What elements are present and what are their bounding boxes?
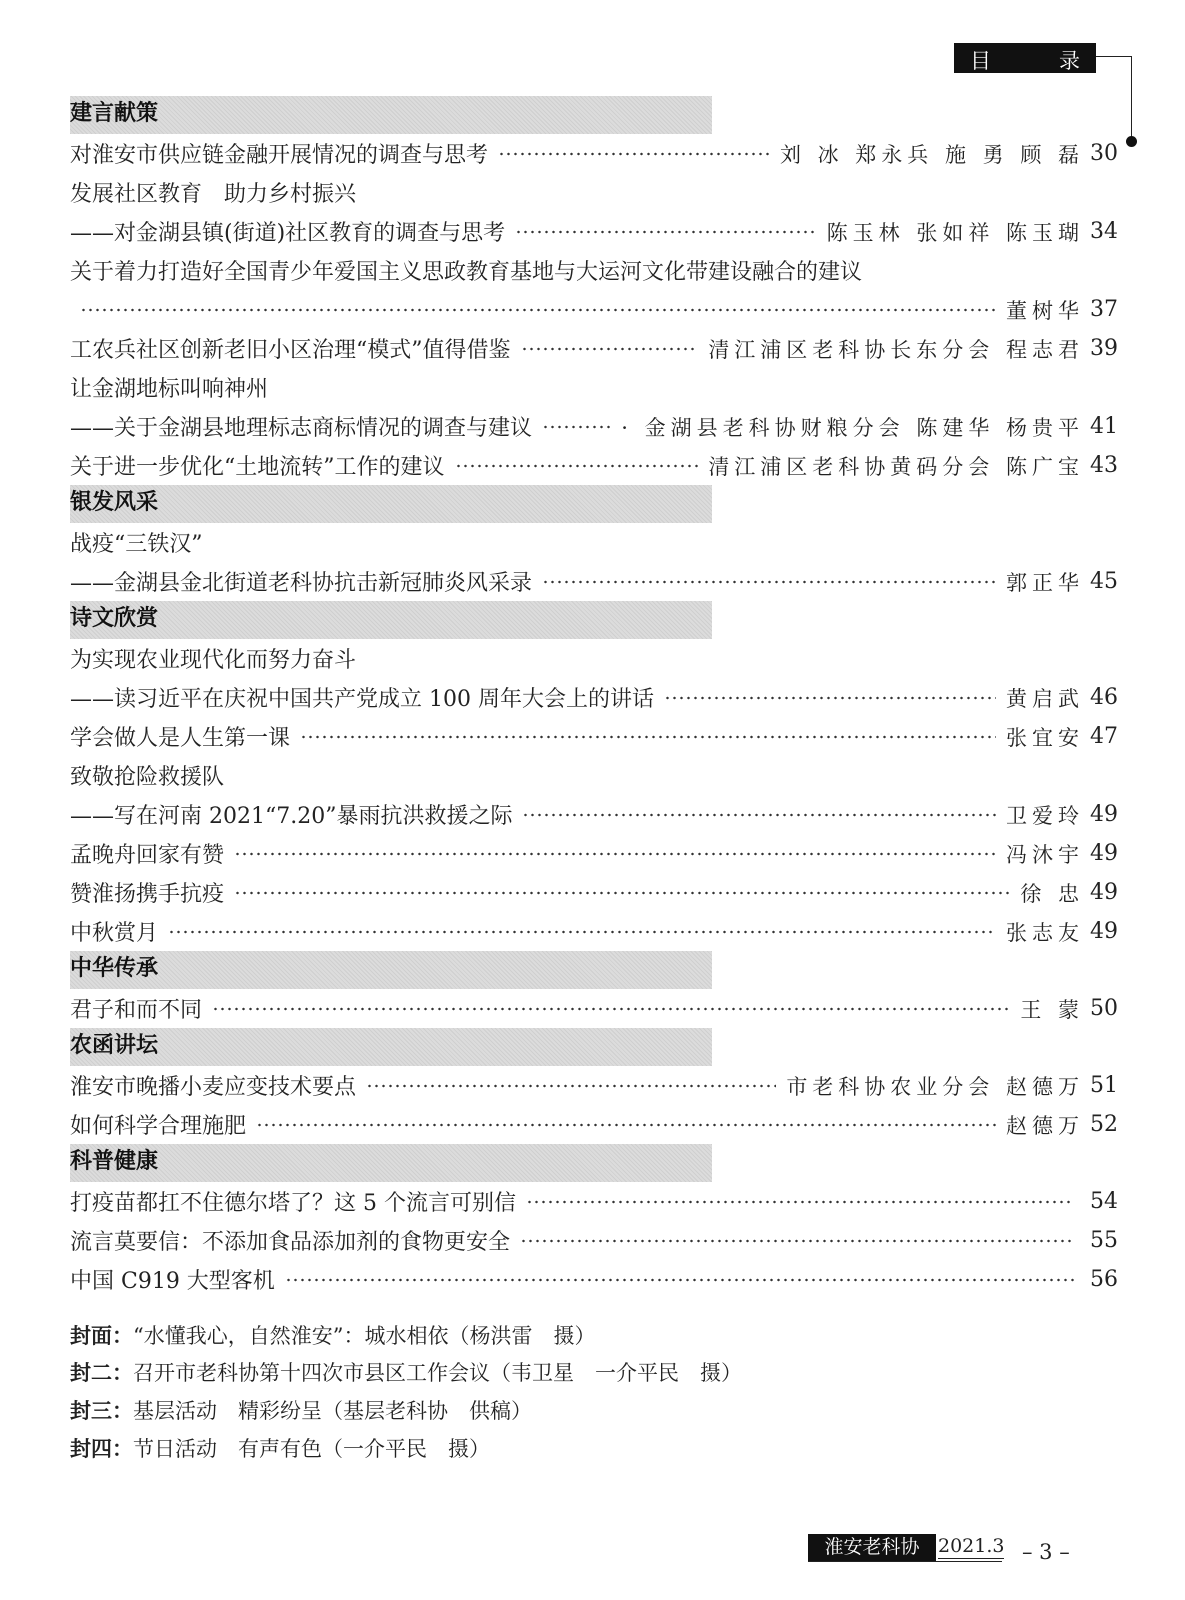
entry-title: ——读习近平在庆祝中国共产党成立 100 周年大会上的讲话: [70, 687, 654, 712]
entry-title: 致敬抢险救援队: [70, 765, 225, 790]
dot-leader: [256, 1123, 996, 1127]
toc-entry[interactable]: [70, 523, 1118, 562]
entry-title: 孟晚舟回家有赞: [70, 843, 225, 868]
entry-author: 董树华: [1006, 298, 1084, 323]
dot-leader: [498, 152, 770, 156]
entry-author: 刘 冰 郑永兵 施 勇 顾 磊: [779, 142, 1084, 167]
entry-page: 39: [1090, 336, 1118, 361]
cover-text: 基层活动 精彩纷呈（基层老科协 供稿）: [133, 1399, 532, 1423]
dot-leader: [664, 696, 996, 700]
entry-title: 工农兵社区创新老旧小区治理“模式”值得借鉴: [70, 338, 511, 363]
dot-leader: [212, 1007, 1010, 1011]
entry-title: 学会做人是人生第一课: [70, 726, 291, 751]
entry-page: 49: [1090, 802, 1118, 827]
section-heading: 银发风采: [70, 485, 712, 523]
entry-page: 37: [1090, 297, 1118, 322]
cover-label: 封四：: [70, 1437, 133, 1461]
entry-page: 50: [1090, 996, 1118, 1021]
cover-label: 封二：: [70, 1361, 133, 1385]
toc-entry[interactable]: [70, 873, 1118, 912]
entry-author: 陈玉林 张如祥 陈玉瑚: [826, 220, 1084, 245]
section-heading: 诗文欣赏: [70, 601, 712, 639]
section-heading: 农函讲坛: [70, 1028, 712, 1066]
cover-label: 封三：: [70, 1399, 133, 1423]
toc-entry[interactable]: [70, 756, 1118, 795]
toc-entry[interactable]: [70, 134, 1118, 173]
toc-entry[interactable]: [70, 1182, 1118, 1221]
entry-page: 55: [1090, 1228, 1118, 1253]
entry-author: · 金湖县老科协财粮分会 陈建华 杨贵平: [621, 415, 1084, 440]
entry-author: 张志友: [1006, 920, 1084, 945]
toc-entry[interactable]: [70, 562, 1118, 601]
toc-entry[interactable]: [70, 717, 1118, 756]
cover-note-second: [70, 1357, 970, 1387]
dot-leader: [515, 230, 816, 234]
cover-text: 节日活动 有声有色（一介平民 摄）: [133, 1437, 490, 1461]
entry-title: ——对金湖县镇(街道)社区教育的调查与思考: [70, 221, 506, 246]
dot-leader: [520, 1239, 1074, 1243]
toc-header-char-2: 录: [1059, 49, 1080, 73]
entry-author: 赵德万: [1006, 1113, 1084, 1138]
entry-title: 淮安市晚播小麦应变技术要点: [70, 1075, 357, 1100]
toc-entry[interactable]: [70, 407, 1118, 446]
entry-page: 30: [1090, 141, 1118, 166]
dot-leader: [542, 425, 611, 429]
entry-author: 市老科协农业分会 赵德万: [786, 1074, 1084, 1099]
entry-page: 56: [1090, 1267, 1118, 1292]
dot-leader: [521, 347, 699, 351]
entry-author: 黄启武: [1006, 686, 1084, 711]
issue-number: 2021.3: [938, 1535, 1005, 1557]
header-bracket-line: [1131, 56, 1132, 140]
dot-leader: [80, 308, 996, 312]
entry-title: 赞淮扬携手抗疫: [70, 882, 225, 907]
dot-leader: [168, 930, 996, 934]
entry-title: 如何科学合理施肥: [70, 1114, 247, 1139]
cover-text: 召开市老科协第十四次市县区工作会议（韦卫星 一介平民 摄）: [133, 1361, 742, 1385]
toc-entry[interactable]: [70, 1105, 1118, 1144]
table-of-contents: [70, 96, 1118, 1299]
toc-entry[interactable]: [70, 329, 1118, 368]
entry-author: 清江浦区老科协黄码分会 陈广宝: [708, 454, 1084, 479]
entry-title: ——关于金湖县地理标志商标情况的调查与建议: [70, 416, 533, 441]
section-heading: 建言献策: [70, 96, 712, 134]
toc-entry[interactable]: [70, 678, 1118, 717]
section-heading: 科普健康: [70, 1144, 712, 1182]
entry-page: 34: [1090, 219, 1118, 244]
entry-title: 中国 C919 大型客机: [70, 1269, 275, 1294]
entry-title: 中秋赏月: [70, 921, 159, 946]
entry-page: 49: [1090, 841, 1118, 866]
entry-author: 徐 忠: [1020, 881, 1084, 906]
entry-page: 54: [1090, 1189, 1118, 1214]
entry-page: 49: [1090, 880, 1118, 905]
toc-entry[interactable]: [70, 834, 1118, 873]
dot-leader: [234, 852, 996, 856]
toc-header-tag: [954, 43, 1096, 73]
page-number: – 3 –: [1022, 1540, 1070, 1564]
toc-entry[interactable]: [70, 1260, 1118, 1299]
dot-leader: [234, 891, 1010, 895]
toc-entry[interactable]: [70, 368, 1118, 407]
entry-title: ——写在河南 2021“7.20”暴雨抗洪救援之际: [70, 804, 513, 829]
toc-header-char-1: 目: [970, 49, 991, 73]
dot-leader: [455, 464, 699, 468]
entry-title: ——金湖县金北街道老科协抗击新冠肺炎风采录: [70, 571, 533, 596]
toc-entry[interactable]: [70, 639, 1118, 678]
dot-leader: [300, 735, 996, 739]
entry-title: 让金湖地标叫响神州: [70, 377, 269, 402]
dot-leader: [366, 1084, 776, 1088]
entry-author: 王 蒙: [1020, 997, 1084, 1022]
cover-label: 封面：: [70, 1324, 133, 1348]
entry-title: 关于着力打造好全国青少年爱国主义思政教育基地与大运河文化带建设融合的建议: [70, 260, 863, 285]
entry-author: 张宜安: [1006, 725, 1084, 750]
section-heading: 中华传承: [70, 951, 712, 989]
entry-title: 对淮安市供应链金融开展情况的调查与思考: [70, 143, 489, 168]
entry-page: 52: [1090, 1112, 1118, 1137]
entry-title: 发展社区教育 助力乡村振兴: [70, 182, 357, 207]
toc-entry[interactable]: [70, 212, 1118, 251]
entry-page: 43: [1090, 453, 1118, 478]
toc-entry[interactable]: [70, 1066, 1118, 1105]
entry-page: 51: [1090, 1073, 1118, 1098]
header-bracket-line: [1096, 56, 1132, 57]
toc-entry[interactable]: [70, 989, 1118, 1028]
footer-rule: [808, 1561, 1002, 1562]
header-bracket-dot: [1126, 136, 1137, 147]
dot-leader: [285, 1278, 1074, 1282]
magazine-name: 淮安老科协: [808, 1534, 936, 1561]
toc-entry[interactable]: [70, 173, 1118, 212]
toc-entry[interactable]: [70, 1221, 1118, 1260]
toc-entry[interactable]: [70, 795, 1118, 834]
entry-page: 49: [1090, 919, 1118, 944]
toc-entry[interactable]: [70, 290, 1118, 329]
entry-page: 47: [1090, 724, 1118, 749]
toc-entry[interactable]: [70, 446, 1118, 485]
cover-note-third: [70, 1395, 970, 1425]
entry-page: 46: [1090, 685, 1118, 710]
toc-entry[interactable]: [70, 251, 1118, 290]
entry-title: 关于进一步优化“土地流转”工作的建议: [70, 455, 445, 480]
entry-title: 为实现农业现代化而努力奋斗: [70, 648, 357, 673]
entry-author: 卫爱玲: [1006, 803, 1084, 828]
entry-author: 清江浦区老科协长东分会 程志君: [708, 337, 1084, 362]
entry-title: 君子和而不同: [70, 998, 203, 1023]
entry-title: 战疫“三铁汉”: [70, 532, 203, 557]
dot-leader: [542, 580, 996, 584]
entry-page: 41: [1090, 414, 1118, 439]
cover-note-back: [70, 1433, 970, 1463]
entry-author: 冯沐宇: [1006, 842, 1084, 867]
dot-leader: [526, 1200, 1074, 1204]
entry-page: 45: [1090, 569, 1118, 594]
entry-author: 郭正华: [1006, 570, 1084, 595]
cover-note-front: [70, 1320, 970, 1350]
cover-text: “水懂我心，自然淮安”：城水相依（杨洪雷 摄）: [133, 1324, 596, 1348]
entry-title: 打疫苗都扛不住德尔塔了？这 5 个流言可别信: [70, 1191, 516, 1216]
entry-title: 流言莫要信：不添加食品添加剂的食物更安全: [70, 1230, 511, 1255]
toc-entry[interactable]: [70, 912, 1118, 951]
dot-leader: [522, 813, 996, 817]
